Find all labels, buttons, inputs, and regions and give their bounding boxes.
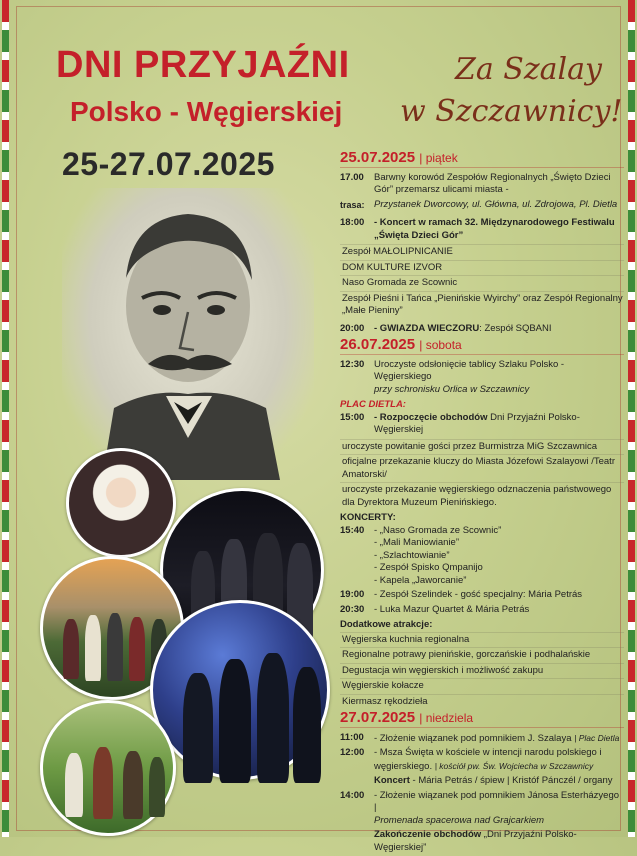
list-item: Węgierskie kołacze [340, 678, 624, 693]
day1-dow: | piątek [419, 151, 458, 165]
list-item: Węgierska kuchnia regionalna [340, 632, 624, 647]
event-time: 18:00 [340, 217, 365, 228]
concert-label: Koncert [374, 775, 410, 786]
concert-item: - „Mali Maniowianie” [374, 537, 459, 548]
list-item: uroczyste przekazanie węgierskiego odznaczenia państwowego dla Dyrektora Muzeum Pienińskiego. [340, 482, 624, 509]
day1-event3 [340, 323, 624, 336]
day3-concert [340, 775, 624, 788]
event-time: 12:00 [340, 747, 365, 758]
extras-label: Dodatkowe atrakcje: [340, 619, 433, 630]
day1-event2 [340, 217, 624, 242]
photo-singer-woman [66, 448, 176, 558]
day3-dow: | niedziela [419, 711, 474, 725]
event-time: 11:00 [340, 731, 364, 743]
event-text: Barwny korowód Zespołów Regionalnych „Święto Dzieci Gór” przemarsz ulicami miasta - [374, 171, 611, 195]
day2-event4 [340, 604, 624, 617]
event-time: 14:00 [340, 789, 365, 801]
day2-event2 [340, 412, 624, 437]
portrait-engraving [62, 188, 314, 480]
place-label: PLAC DIETLA: [340, 399, 406, 410]
event-time: 15:00 [340, 411, 365, 423]
day1-event1 [340, 172, 624, 197]
day1-date: 25.07.2025 [340, 149, 416, 166]
concert-item: - „Naso Gromada ze Scownic” [374, 524, 502, 536]
list-item: Degustacja win węgierskich i możliwość zakupu [340, 663, 624, 678]
event-text: Dni Przyjaźni Polsko-Węgierskiej [374, 411, 580, 435]
event-text: - Złożenie wiązanek pod pomnikiem J. Szalaya [374, 732, 572, 744]
day3-event2 [340, 747, 624, 773]
event-time: 12:30 [340, 358, 365, 370]
day2-date: 26.07.2025 [340, 336, 416, 353]
day2-dow: | sobota [419, 338, 462, 352]
photo-musicians-outdoor [40, 700, 176, 836]
photo-jazz-quartet [150, 600, 330, 780]
route-text: Przystanek Dworcowy, ul. Główna, ul. Zdrojowa, Pl. Dietla [374, 198, 618, 210]
event-time: 20:00 [340, 322, 365, 334]
closing-bold: Zakończenie obchodów [374, 829, 482, 840]
event-star: : Zespół SQBANI [479, 322, 552, 334]
list-item: Zespół Pieśni i Tańca „Pienińskie Wyirchy” oraz Zespół Regionalny „Małe Pieniny” [342, 292, 623, 316]
day3-event1 [340, 732, 624, 746]
event-text: - Złożenie wiązanek pod pomnikiem Jánosa Esterházyego | [374, 789, 620, 813]
event-time: 20:30 [340, 603, 365, 615]
closing-text: „Dni Przyjaźni Polsko-Węgierskiej” [374, 829, 577, 853]
day1-route [340, 199, 624, 212]
day2-event3 [340, 589, 624, 602]
concert-text: - Mária Petrás / śpiew | Kristóf Pánczél / organy [412, 775, 613, 786]
day2-concerts [340, 525, 624, 588]
route-label: trasa: [340, 199, 365, 210]
title-line2: Polsko - Węgierskiej [70, 96, 343, 127]
list-item: Zespół MAŁOLIPNICANIE [340, 244, 624, 259]
concert-item: - Zespół Spisko Qmpanijo [374, 562, 483, 573]
event-dates: 25-27.07.2025 [62, 146, 275, 182]
list-item: oficjalne przekazanie kluczy do Miasta Józefowi Szalayowi /Teatr Amatorski/ [340, 454, 624, 481]
day3-closing [340, 829, 624, 854]
flag-stripe-left [2, 0, 9, 837]
event-text: Uroczyste odsłonięcie tablicy Szlaku Polsko - Węgierskiego [374, 358, 565, 382]
event-text: - Zespół Szelindek - gość specjalny: Mária Petrás [374, 589, 583, 600]
list-item: uroczyste powitanie gości przez Burmistrza MiG Szczawnica [340, 439, 624, 454]
event-place: | Plac Dietla [574, 732, 620, 743]
concerts-label: KONCERTY: [340, 512, 396, 523]
schedule [340, 148, 624, 856]
event-text: - Luka Mazur Quartet & Mária Petrás [374, 603, 530, 615]
event-text: - Msza Święta w kościele w intencji narodu polskiego i węgierskiego. [374, 747, 602, 772]
title-line1: DNI PRZYJAŹNI [56, 44, 350, 86]
list-item: DOM KULTURE IZVOR [340, 260, 624, 275]
concert-item: - „Szlachtowianie” [374, 549, 450, 561]
list-item: Naso Gromada ze Scownic [340, 275, 624, 290]
list-item: Kiermasz rękodzieła [340, 694, 624, 709]
day1-header [340, 149, 624, 168]
flag-stripe-right [628, 0, 635, 837]
day2-event1 [340, 359, 624, 397]
event-text-bold: - Rozpoczęcie obchodów [374, 411, 488, 423]
event-time: 15:40 [340, 524, 365, 536]
event-place: przy schronisku Orlica w Szczawnicy [374, 383, 530, 395]
event-text: - Koncert w ramach 32. Międzynarodowego Festiwalu „Święta Dzieci Gór” [374, 217, 615, 241]
event-time: 19:00 [340, 589, 365, 600]
day3-event3 [340, 790, 624, 828]
day2-header [340, 336, 624, 355]
day3-header [340, 709, 624, 728]
event-place: | kościół pw. Św. Wojciecha w Szczawnicy [434, 760, 594, 771]
script-line1: Za Szalay [455, 52, 602, 87]
concert-item: - Kapela „Jaworcanie” [374, 574, 467, 586]
script-line2: w Szczawnicy! [400, 94, 623, 129]
list-item: Regionalne potrawy pienińskie, gorczańskie i podhalańskie [340, 647, 624, 662]
event-text: - GWIAZDA WIECZORU [374, 322, 480, 334]
day3-date: 27.07.2025 [340, 709, 416, 726]
event-place: Promenada spacerowa nad Grajcarkiem [374, 814, 545, 826]
event-time: 17.00 [340, 171, 364, 183]
